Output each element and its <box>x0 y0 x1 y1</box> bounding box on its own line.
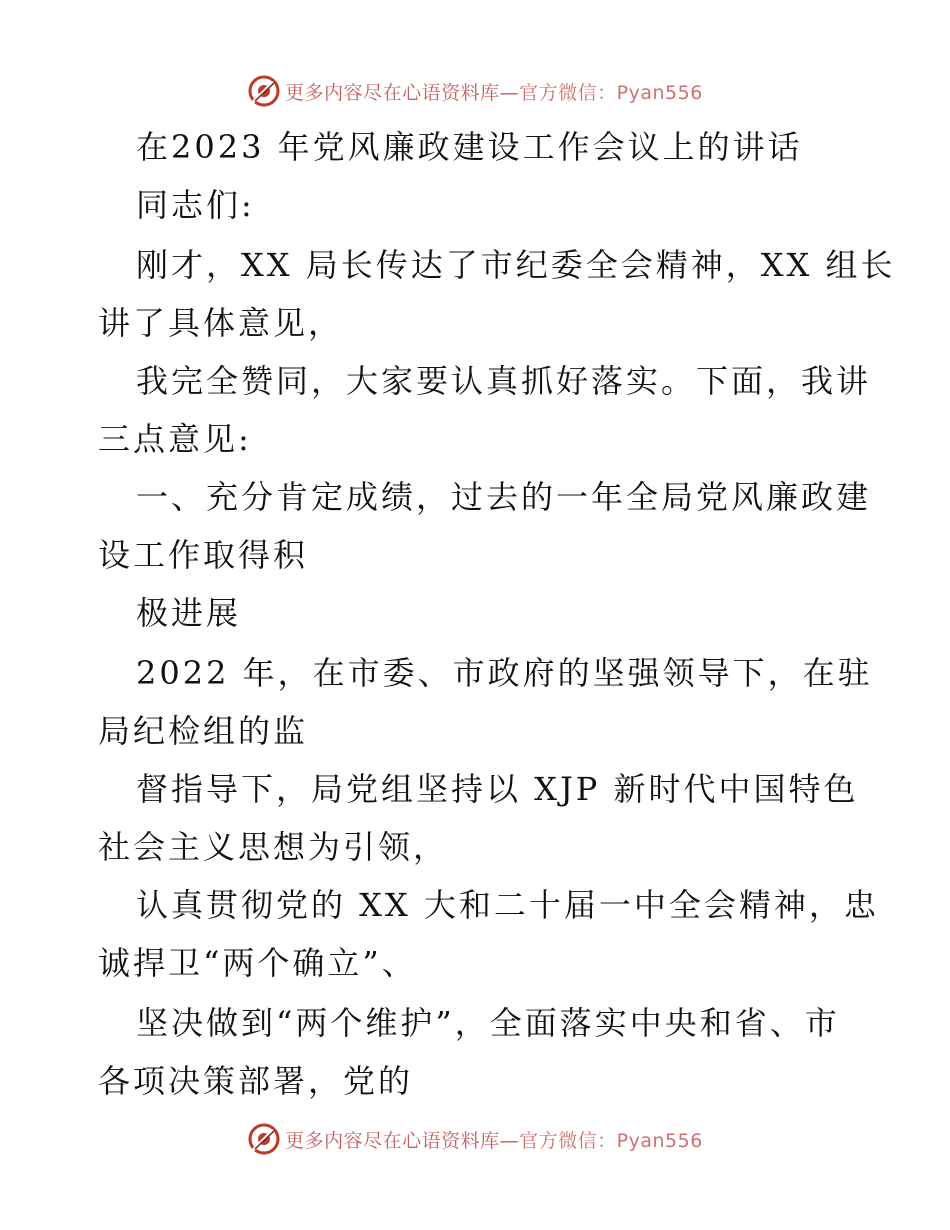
paragraph-line: 2022 年，在市委、市政府的坚强领导下，在驻 <box>136 654 873 692</box>
paragraph-line: 坚决做到“两个维护”，全面落实中央和省、市 <box>136 1004 840 1042</box>
brand-logo-icon <box>247 1122 281 1156</box>
paragraph-line: 刚才，XX 局长传达了市纪委全会精神，XX 组长 <box>136 246 896 284</box>
paragraph-line: 社会主义思想为引领， <box>98 828 449 866</box>
footer-watermark-text: 更多内容尽在心语资料库— <box>285 1129 520 1152</box>
document-title: 在2023 年党风廉政建设工作会议上的讲话 <box>136 128 803 166</box>
paragraph-line: 我完全赞同，大家要认真抓好落实。下面，我讲 <box>136 362 872 400</box>
footer-watermark-wechat: 官方微信：Pyan556 <box>519 1129 703 1152</box>
paragraph-line: 各项决策部署，党的 <box>98 1062 414 1100</box>
salutation: 同志们: <box>136 186 255 224</box>
paragraph-line: 极进展 <box>136 594 242 632</box>
paragraph-line: 督指导下，局党组坚持以 XJP 新时代中国特色 <box>136 770 859 808</box>
paragraph-line: 诚捍卫“两个确立”、 <box>98 944 417 982</box>
brand-logo-icon <box>247 74 281 108</box>
footer-watermark <box>0 1122 950 1156</box>
paragraph-line: 局纪检组的监 <box>98 712 309 750</box>
header-watermark-wechat: 官方微信：Pyan556 <box>519 81 703 104</box>
header-watermark <box>0 74 950 108</box>
section-heading-continued: 设工作取得积 <box>98 536 309 574</box>
header-watermark-text: 更多内容尽在心语资料库— <box>285 81 520 104</box>
paragraph-line: 讲了具体意见， <box>98 304 344 342</box>
section-heading: 一、充分肯定成绩，过去的一年全局党风廉政建 <box>136 478 872 516</box>
paragraph-line: 三点意见: <box>98 420 252 458</box>
paragraph-line: 认真贯彻党的 XX 大和二十届一中全会精神，忠 <box>136 886 879 924</box>
